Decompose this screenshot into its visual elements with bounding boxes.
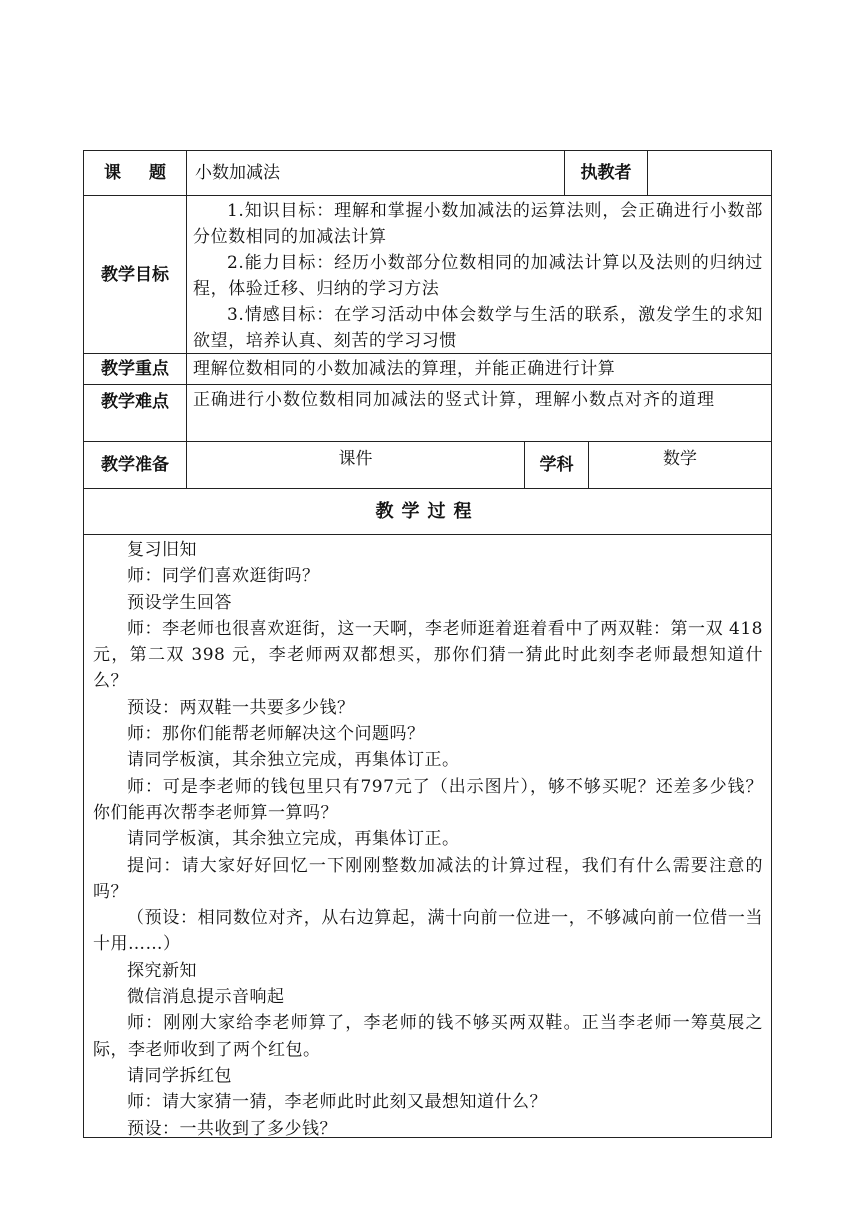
process-line: 请同学板演，其余独立完成，再集体订正。: [127, 829, 460, 850]
subject-label: 学科: [539, 455, 574, 475]
process-line: 请同学板演，其余独立完成，再集体订正。: [127, 750, 460, 771]
process-line: （预设：相同数位对齐，从右边算起，满十向前一位进一，不够减向前一位借一当十用……）: [93, 908, 763, 955]
process-line: 预设：一共收到了多少钱？: [127, 1118, 337, 1139]
process-line: 预设学生回答: [127, 592, 232, 613]
objective-knowledge: 1.知识目标：理解和掌握小数加减法的运算法则，会正确进行小数部分位数相同的加减法计算: [193, 201, 763, 247]
col-divider: [186, 150, 187, 488]
objectives-label: 教学目标: [101, 264, 169, 285]
process-line: 师：请大家猜一猜，李老师此时此刻又最想知道什么？: [127, 1092, 547, 1113]
process-line: 师：可是李老师的钱包里只有797元了（出示图片），够不够买呢？还差多少钱？你们能再次帮李老师算一算吗？: [93, 776, 763, 823]
keypoint-label: 教学重点: [101, 359, 169, 379]
objective-ability: 2.能力目标：经历小数部分位数相同的加减法计算以及法则的归纳过程，体验迁移、归纳的学习方法: [193, 253, 763, 299]
topic-label: 课 题: [104, 163, 166, 183]
process-line: 预设：两双鞋一共要多少钱？: [127, 697, 355, 718]
table-border-right: [771, 150, 772, 1138]
process-line: 复习旧知: [127, 540, 197, 560]
process-line: 师：同学们喜欢逛街吗？: [127, 566, 320, 587]
process-line: 微信消息提示音响起: [127, 987, 285, 1008]
objectives-content: [193, 198, 763, 352]
subject-value: 数学: [663, 449, 697, 469]
teacher-value: [648, 151, 771, 195]
process-line: 师：刚刚大家给李老师算了，李老师的钱不够买两双鞋。正当李老师一筹莫展之际，李老师收到了两个红包。: [93, 1013, 763, 1060]
process-line: 探究新知: [127, 960, 197, 981]
process-line: 提问：请大家好好回忆一下刚刚整数加减法的计算过程，我们有什么需要注意的吗？: [93, 855, 763, 902]
lesson-plan-table: [83, 150, 772, 1138]
preparation-label: 教学准备: [101, 455, 169, 475]
process-body: [93, 537, 763, 1139]
difficulty-value: 正确进行小数位数相同加减法的竖式计算，理解小数点对齐的道理: [193, 390, 715, 410]
process-heading: 教学过程: [375, 500, 480, 522]
objective-emotion: 3.情感目标：在学习活动中体会数学与生活的联系，激发学生的求知欲望，培养认真、刻苦的学习习惯: [193, 305, 763, 351]
process-line: 师：李老师也很喜欢逛街，这一天啊，李老师逛着逛着看中了两双鞋：第一双 418 元，第二双 398 元，李老师两双都想买，那你们猜一猜此时此刻李老师最想知道什么？: [93, 618, 763, 692]
row-divider: [83, 534, 772, 535]
difficulty-label: 教学难点: [101, 392, 169, 412]
process-line: 师：那你们能帮老师解决这个问题吗？: [127, 724, 425, 745]
preparation-value: 课件: [338, 449, 373, 469]
topic-value: 小数加减法: [195, 163, 280, 183]
process-line: 请同学拆红包: [127, 1065, 232, 1086]
teacher-label: 执教者: [580, 163, 632, 183]
keypoint-value: 理解位数相同的小数加减法的算理，并能正确进行计算: [193, 359, 616, 379]
